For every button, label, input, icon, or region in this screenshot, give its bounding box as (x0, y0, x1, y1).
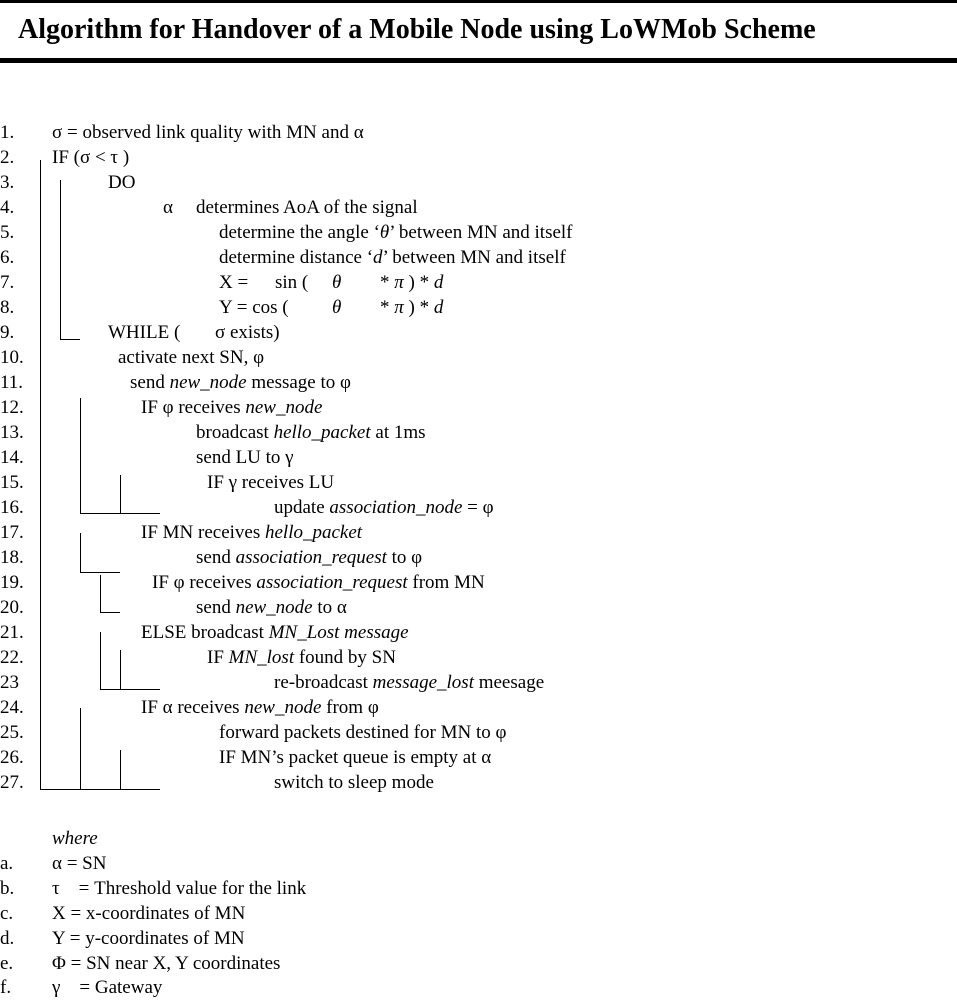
bracket-line (120, 750, 121, 790)
line-text: determine distance ‘ (219, 247, 374, 268)
line-text: IF γ receives LU (207, 472, 335, 493)
line-number: 26. (0, 747, 24, 768)
bracket-line (100, 632, 101, 690)
line-text-italic: association_request (235, 547, 387, 568)
line-number: 15. (0, 472, 24, 493)
line-text: IF φ receives (152, 572, 257, 593)
line-text: * (380, 297, 395, 318)
line-text: determine the angle ‘ (219, 222, 380, 243)
line-text-italic: association_request (256, 572, 408, 593)
legend-key: f. (0, 977, 12, 998)
legend-text: X = x-coordinates of MN (52, 903, 246, 924)
line-number: 11. (0, 372, 24, 393)
line-text-italic: θ (379, 222, 390, 243)
line-text-italic: new_node (245, 397, 323, 418)
legend-key: e. (0, 953, 14, 974)
line-number: 7. (0, 272, 15, 293)
line-number: 13. (0, 422, 24, 443)
line-text: IF MN’s packet queue is empty at α (219, 747, 492, 768)
line-text: found by SN (294, 647, 396, 668)
bracket-line (80, 533, 81, 573)
line-text: IF MN receives (141, 522, 265, 543)
line-text: ) * (403, 297, 434, 318)
line-text-italic: d (433, 297, 444, 318)
line-number: 8. (0, 297, 15, 318)
line-text: broadcast (196, 422, 274, 443)
bracket-line (40, 160, 41, 790)
where-label: where (52, 828, 98, 849)
line-text: from φ (321, 697, 379, 718)
bracket-line (40, 789, 160, 790)
line-number: 10. (0, 347, 24, 368)
line-text: send (196, 547, 236, 568)
line-number: 24. (0, 697, 24, 718)
line-number: 18. (0, 547, 24, 568)
line-number: 5. (0, 222, 15, 243)
legend-key: d. (0, 928, 15, 949)
legend-text: Y = y-coordinates of MN (52, 928, 245, 949)
line-text: to α (312, 597, 347, 618)
legend-key: b. (0, 878, 15, 899)
line-text: = φ (462, 497, 494, 518)
line-text: determines AoA of the signal (196, 197, 418, 218)
line-number: 20. (0, 597, 24, 618)
line-text-italic: message_lost (372, 672, 474, 693)
legend-text: Φ = SN near X, Y coordinates (52, 953, 281, 974)
line-text: DO (108, 172, 136, 193)
bracket-line (100, 689, 160, 690)
line-text-italic: π (394, 297, 404, 318)
bracket-line (80, 708, 81, 790)
bracket-line (120, 475, 121, 514)
line-text: at 1ms (370, 422, 426, 443)
line-text-italic: MN_lost (228, 647, 295, 668)
line-text-italic: new_node (169, 372, 247, 393)
line-text: IF (σ < τ ) (52, 147, 130, 168)
line-number: 9. (0, 322, 15, 343)
line-text: send LU to γ (196, 447, 294, 468)
line-text: switch to sleep mode (274, 772, 434, 793)
line-text: to φ (386, 547, 423, 568)
line-text: send (196, 597, 236, 618)
legend-text: γ = Gateway (52, 977, 163, 998)
legend-key: c. (0, 903, 14, 924)
line-text: Y = cos ( (219, 297, 289, 318)
line-text: send (130, 372, 170, 393)
line-text: IF φ receives (141, 397, 246, 418)
line-text-italic: hello_packet (273, 422, 371, 443)
title-rule (0, 58, 957, 63)
line-number: 4. (0, 197, 15, 218)
bracket-line (80, 398, 81, 514)
line-number: 22. (0, 647, 24, 668)
legend-text: τ = Threshold value for the link (52, 878, 307, 899)
line-text: re-broadcast (274, 672, 373, 693)
line-number: 14. (0, 447, 24, 468)
legend-text: α = SN (52, 853, 107, 874)
line-text: forward packets destined for MN to φ (219, 722, 507, 743)
line-text-italic: hello_packet (265, 522, 363, 543)
bracket-line (100, 575, 101, 613)
line-number: 17. (0, 522, 24, 543)
line-number: 1. (0, 122, 15, 143)
top-rule (0, 0, 957, 3)
line-number: 6. (0, 247, 15, 268)
line-number: 3. (0, 172, 15, 193)
bracket-line (60, 339, 80, 340)
line-text: α (163, 197, 173, 218)
line-number: 25. (0, 722, 24, 743)
line-text: WHILE ( (108, 322, 181, 343)
page-title: Algorithm for Handover of a Mobile Node using LoWMob Scheme (18, 14, 816, 45)
line-number: 21. (0, 622, 24, 643)
line-text: X = (219, 272, 249, 293)
bracket-line (120, 650, 121, 690)
line-text: from MN (407, 572, 485, 593)
line-text: σ = observed link quality with MN and α (52, 122, 364, 143)
line-text: sin ( (275, 272, 309, 293)
line-text: meesage (473, 672, 545, 693)
line-text-italic: π (394, 272, 404, 293)
line-number: 16. (0, 497, 24, 518)
line-number: 2. (0, 147, 15, 168)
line-text: message to φ (246, 372, 351, 393)
line-text-italic: association_node (329, 497, 463, 518)
line-text: ’ between MN and itself (382, 247, 566, 268)
bracket-line (80, 572, 120, 573)
line-text: IF (207, 647, 229, 668)
line-text-italic: θ (332, 272, 342, 293)
line-text: IF α receives (141, 697, 245, 718)
line-text: ELSE broadcast (141, 622, 269, 643)
line-number: 23 (0, 672, 19, 693)
line-number: 19. (0, 572, 24, 593)
line-text-italic: d (373, 247, 383, 268)
line-text: activate next SN, φ (118, 347, 265, 368)
line-text-italic: θ (332, 297, 342, 318)
line-text: σ exists) (215, 322, 280, 343)
line-text: ’ between MN and itself (389, 222, 573, 243)
line-text: * (380, 272, 395, 293)
line-text: ) * (403, 272, 434, 293)
line-number: 12. (0, 397, 24, 418)
line-number: 27. (0, 772, 24, 793)
legend-key: a. (0, 853, 14, 874)
line-text-italic: d (433, 272, 444, 293)
line-text-italic: MN_Lost message (268, 622, 409, 643)
line-text-italic: new_node (235, 597, 313, 618)
bracket-line (60, 180, 61, 340)
bracket-line (100, 612, 120, 613)
line-text-italic: new_node (244, 697, 322, 718)
line-text: update (274, 497, 330, 518)
